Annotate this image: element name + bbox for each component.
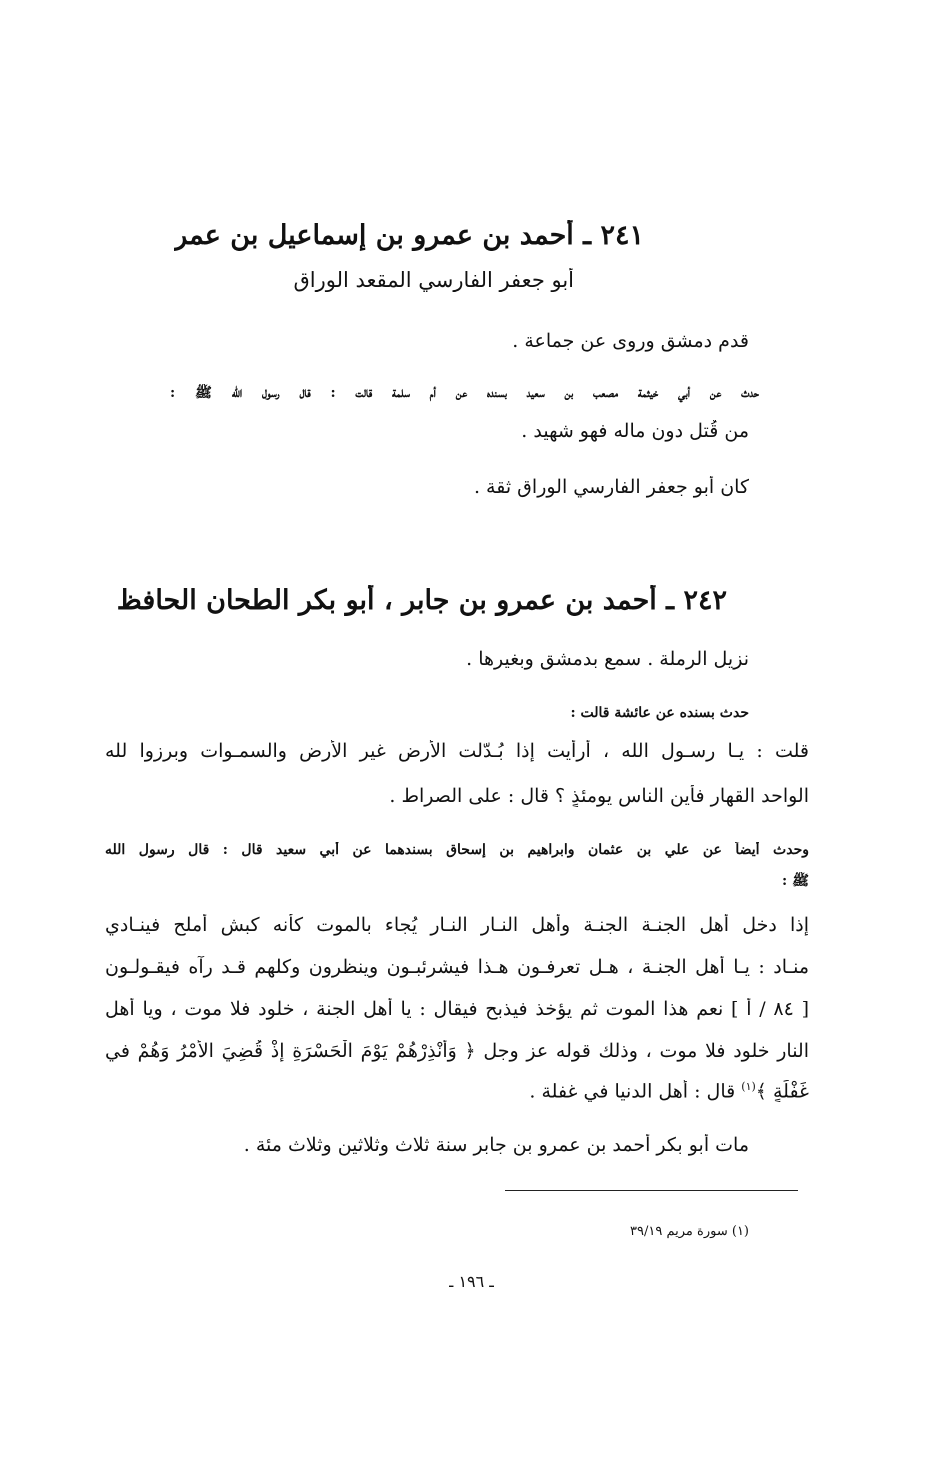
entry-242-line-8: منـاد : يـا أهل الجنـة ، هـل تعرفـون هـذا فيشرئبـون وينظرون وكلهم قـد رآه فيقـولـون (105, 956, 809, 978)
entry-242-line-11 (529, 1080, 809, 1102)
verse-comment: قال : أهل الدنيا في غفلة . (529, 1080, 736, 1103)
entry-242-heading: ٢٤٢ ـ أحمد بن عمرو بن جابر ، أبو بكر الطحان الحافظ (116, 585, 727, 616)
entry-242-line-9: [ ٨٤ / أ ] نعم هذا الموت ثم يؤخذ فيذبح فيقال : يا أهل الجنة ، خلود فلا موت ، ويا أهل (105, 998, 809, 1020)
entry-242-line-1: نزيل الرملة . سمع بدمشق وبغيرها . (466, 648, 749, 670)
entry-242-line-7: إذا دخل أهل الجنـة الجنـة وأهل النـار النـار يُجاء بالموت كأنه كبش أملح فينـادي (105, 914, 809, 936)
entry-242-line-12: مات أبو بكر أحمد بن عمرو بن جابر سنة ثلاث وثلاثين وثلاث مئة . (243, 1134, 749, 1156)
page-number: ـ ١٩٦ ـ (448, 1272, 494, 1291)
entry-242-line-6: ﷺ : (782, 873, 809, 889)
verse-end: غَفْلَةٍ ﴾ (755, 1080, 809, 1103)
footnote-rule (505, 1190, 798, 1191)
footnote-marker: (١) (741, 1080, 756, 1093)
entry-241-subheading: أبو جعفر الفارسي المقعد الوراق (293, 268, 574, 292)
entry-241-heading: ٢٤١ ـ أحمد بن عمرو بن إسماعيل بن عمر (174, 220, 644, 251)
footnote-text: (١) سورة مريم ٣٩/١٩ (630, 1224, 749, 1239)
entry-241-line-1: قدم دمشق وروى عن جماعة . (512, 330, 749, 352)
entry-241-line-2: حدث عن أبي خيثمة مصعب بن سعيد بسنده عن أم سلمة قالت : قال رسول الله ﷺ : (170, 385, 759, 401)
entry-241-line-4: كان أبو جعفر الفارسي الوراق ثقة . (473, 476, 749, 498)
entry-242-line-4: الواحد القهار فأين الناس يومئذٍ ؟ قال : على الصراط . (389, 785, 809, 807)
entry-242-line-2: حدث بسنده عن عائشة قالت : (570, 705, 749, 721)
entry-242-line-3: قلت : يـا رسـول الله ، أرأيت إذا بُـدّلت الأرض غير الأرض والسمـوات وبرزوا لله (105, 740, 809, 762)
entry-241-line-3: من قُتل دون ماله فهو شهيد . (521, 420, 749, 442)
entry-242-line-5: وحدث أيضاً عن علي بن عثمان وابراهيم بن إسحاق بسندهما عن أبي سعيد قال : قال رسول الله (105, 842, 809, 858)
entry-242-line-10: النار خلود فلا موت ، وذلك قوله عز وجل ﴿ وَأَنْذِرْهُمْ يَوْمَ الْحَسْرَةِ إِذْ قُضِيَ الأَمْرُ وَهُمْ في (105, 1040, 809, 1062)
